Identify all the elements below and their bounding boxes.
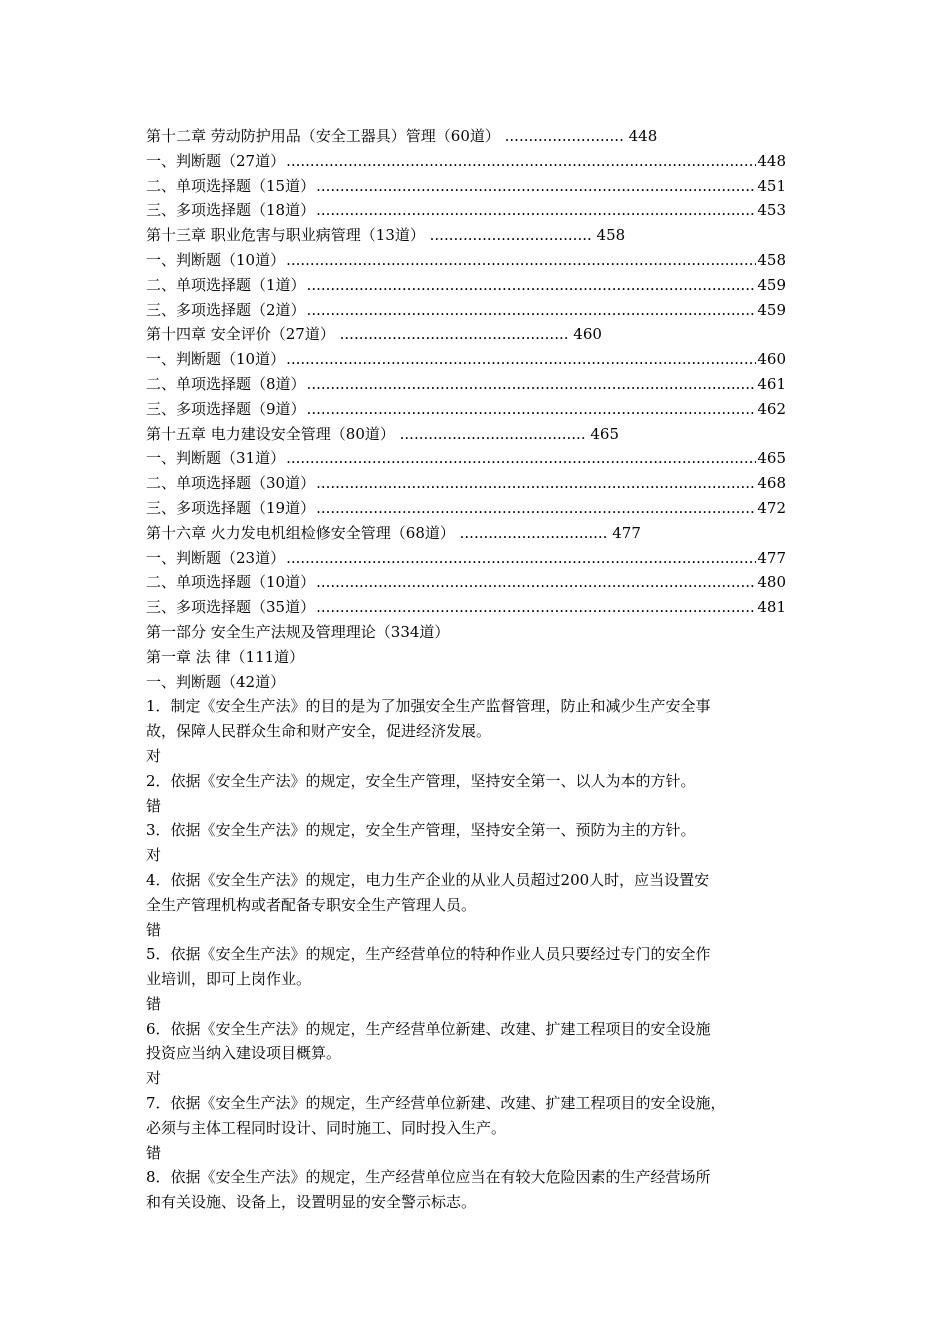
- question-answer: 错: [146, 994, 162, 1013]
- question-text-line: 业培训，即可上岗作业。: [146, 970, 312, 989]
- toc-section-entry: [146, 174, 786, 199]
- toc-leader-dots: [316, 595, 756, 620]
- toc-leader-dots: ................................................: [339, 325, 569, 344]
- toc-page-number: 453: [757, 201, 786, 220]
- toc-section-title: 一、判断题（23道）: [146, 548, 286, 567]
- toc-section-entry: [146, 248, 786, 273]
- chapter-heading: 第一章 法 律（111道）: [146, 647, 305, 666]
- toc-leader-dots: [286, 149, 756, 174]
- question-text-line: 7．依据《安全生产法》的规定，生产经营单位新建、改建、扩建工程项目的安全设施，: [146, 1094, 726, 1113]
- toc-section-entry: [146, 298, 786, 323]
- question-text-line: 2．依据《安全生产法》的规定，安全生产管理，坚持安全第一、以人为本的方针。: [146, 771, 696, 790]
- toc-chapter-entry: [146, 422, 786, 447]
- toc-section-entry: [146, 496, 786, 521]
- toc-page-number: 472: [757, 498, 786, 517]
- toc-section-title: 一、判断题（31道）: [146, 449, 286, 468]
- toc-page-number: 477: [612, 523, 641, 542]
- question-text-line: 全生产管理机构或者配备专职安全生产管理人员。: [146, 895, 477, 914]
- toc-page-number: 465: [590, 424, 620, 443]
- toc-section-title: 三、多项选择题（9道）: [146, 399, 306, 418]
- toc-chapter-title: 第十四章 安全评价（27道）: [146, 325, 335, 344]
- toc-leader-dots: ..................................: [429, 226, 592, 245]
- toc-section-title: 二、单项选择题（8道）: [146, 374, 306, 393]
- toc-section-title: 三、多项选择题（18道）: [146, 201, 316, 220]
- question-answer: 错: [146, 920, 162, 939]
- toc-page-number: 462: [757, 399, 786, 418]
- toc-page-number: 480: [757, 573, 786, 592]
- question-list: [146, 694, 786, 1215]
- toc-page-number: 460: [573, 325, 602, 344]
- toc-section-title: 三、多项选择题（19道）: [146, 498, 316, 517]
- toc-chapter-entry: [146, 223, 786, 248]
- toc-chapter-entry: [146, 322, 786, 347]
- toc-leader-dots: .........................: [504, 127, 624, 145]
- question-text-line: 5．依据《安全生产法》的规定，生产经营单位的特种作业人员只要经过专门的安全作: [146, 945, 711, 964]
- question-text-line: 3．依据《安全生产法》的规定，安全生产管理，坚持安全第一、预防为主的方针。: [146, 821, 696, 840]
- toc-page-number: 477: [757, 548, 786, 567]
- toc-page-number: 448: [757, 151, 786, 170]
- toc-leader-dots: [307, 273, 757, 298]
- toc-section-title: 三、多项选择题（35道）: [146, 598, 316, 617]
- question-answer: 对: [146, 746, 162, 765]
- question-text-line: 4．依据《安全生产法》的规定，电力生产企业的从业人员超过200人时，应当设置安: [146, 870, 710, 889]
- toc-leader-dots: [316, 570, 756, 595]
- toc-section-entry: [146, 570, 786, 595]
- toc-page-number: 458: [757, 250, 786, 269]
- toc-page-number: 458: [596, 226, 626, 245]
- question-answer: 对: [146, 1069, 162, 1088]
- toc-section-title: 二、单项选择题（1道）: [146, 275, 306, 294]
- toc-section-title: 二、单项选择题（15道）: [146, 176, 316, 195]
- toc-page-number: 465: [757, 449, 786, 468]
- toc-section-entry: [146, 471, 786, 496]
- section-heading: 一、判断题（42道）: [146, 672, 286, 691]
- question-answer: 错: [146, 1143, 162, 1162]
- toc-section-entry: [146, 273, 786, 298]
- toc-section-entry: [146, 347, 786, 372]
- toc-chapter-title: 第十二章 劳动防护用品（安全工器具）管理（60道）: [146, 127, 500, 145]
- question-text-line: 和有关设施、设备上，设置明显的安全警示标志。: [146, 1193, 477, 1212]
- toc-leader-dots: [286, 446, 756, 471]
- toc-page-number: 448: [628, 127, 658, 145]
- toc-section-entry: [146, 397, 786, 422]
- part-heading: 第一部分 安全生产法规及管理理论（334道）: [146, 622, 450, 641]
- toc-page-number: 460: [757, 350, 786, 369]
- question-text-line: 8．依据《安全生产法》的规定，生产经营单位应当在有较大危险因素的生产经营场所: [146, 1168, 711, 1187]
- toc-section-entry: [146, 372, 786, 397]
- table-of-contents: [146, 124, 786, 620]
- toc-chapter-title: 第十五章 电力建设安全管理（80道）: [146, 424, 395, 443]
- toc-leader-dots: .......................................: [399, 424, 586, 443]
- question-answer: 错: [146, 796, 162, 815]
- toc-section-title: 三、多项选择题（2道）: [146, 300, 306, 319]
- toc-chapter-title: 第十六章 火力发电机组检修安全管理（68道）: [146, 523, 455, 542]
- toc-section-entry: [146, 198, 786, 223]
- toc-section-entry: [146, 546, 786, 571]
- toc-section-entry: [146, 446, 786, 471]
- question-text-line: 6．依据《安全生产法》的规定，生产经营单位新建、改建、扩建工程项目的安全设施: [146, 1019, 711, 1038]
- toc-leader-dots: [286, 347, 756, 372]
- question-answer: 对: [146, 846, 162, 865]
- toc-section-title: 二、单项选择题（10道）: [146, 573, 316, 592]
- toc-page-number: 461: [757, 374, 786, 393]
- toc-leader-dots: [307, 397, 757, 422]
- toc-page-number: 468: [757, 474, 786, 493]
- toc-section-entry: [146, 595, 786, 620]
- toc-leader-dots: [316, 496, 756, 521]
- toc-leader-dots: ...............................: [459, 523, 608, 542]
- toc-section-title: 二、单项选择题（30道）: [146, 474, 316, 493]
- toc-leader-dots: [316, 198, 756, 223]
- question-text-line: 投资应当纳入建设项目概算。: [146, 1044, 342, 1063]
- document-page: [146, 124, 786, 1215]
- toc-section-entry: [146, 149, 786, 174]
- toc-section-title: 一、判断题（10道）: [146, 250, 286, 269]
- toc-chapter-entry: [146, 124, 786, 149]
- question-text-line: 1．制定《安全生产法》的目的是为了加强安全生产监督管理，防止和减少生产安全事: [146, 697, 711, 716]
- toc-section-title: 一、判断题（10道）: [146, 350, 286, 369]
- toc-section-title: 一、判断题（27道）: [146, 151, 286, 170]
- toc-leader-dots: [307, 372, 757, 397]
- toc-leader-dots: [316, 471, 756, 496]
- toc-leader-dots: [307, 298, 757, 323]
- toc-page-number: 459: [757, 300, 786, 319]
- toc-leader-dots: [316, 174, 756, 199]
- toc-leader-dots: [286, 546, 756, 571]
- question-text-line: 故，保障人民群众生命和财产安全，促进经济发展。: [146, 722, 492, 741]
- toc-chapter-entry: [146, 521, 786, 546]
- question-text-line: 必须与主体工程同时设计、同时施工、同时投入生产。: [146, 1118, 507, 1137]
- toc-leader-dots: [286, 248, 756, 273]
- toc-chapter-title: 第十三章 职业危害与职业病管理（13道）: [146, 226, 425, 245]
- toc-page-number: 459: [757, 275, 786, 294]
- toc-page-number: 451: [757, 176, 786, 195]
- toc-page-number: 481: [757, 598, 786, 617]
